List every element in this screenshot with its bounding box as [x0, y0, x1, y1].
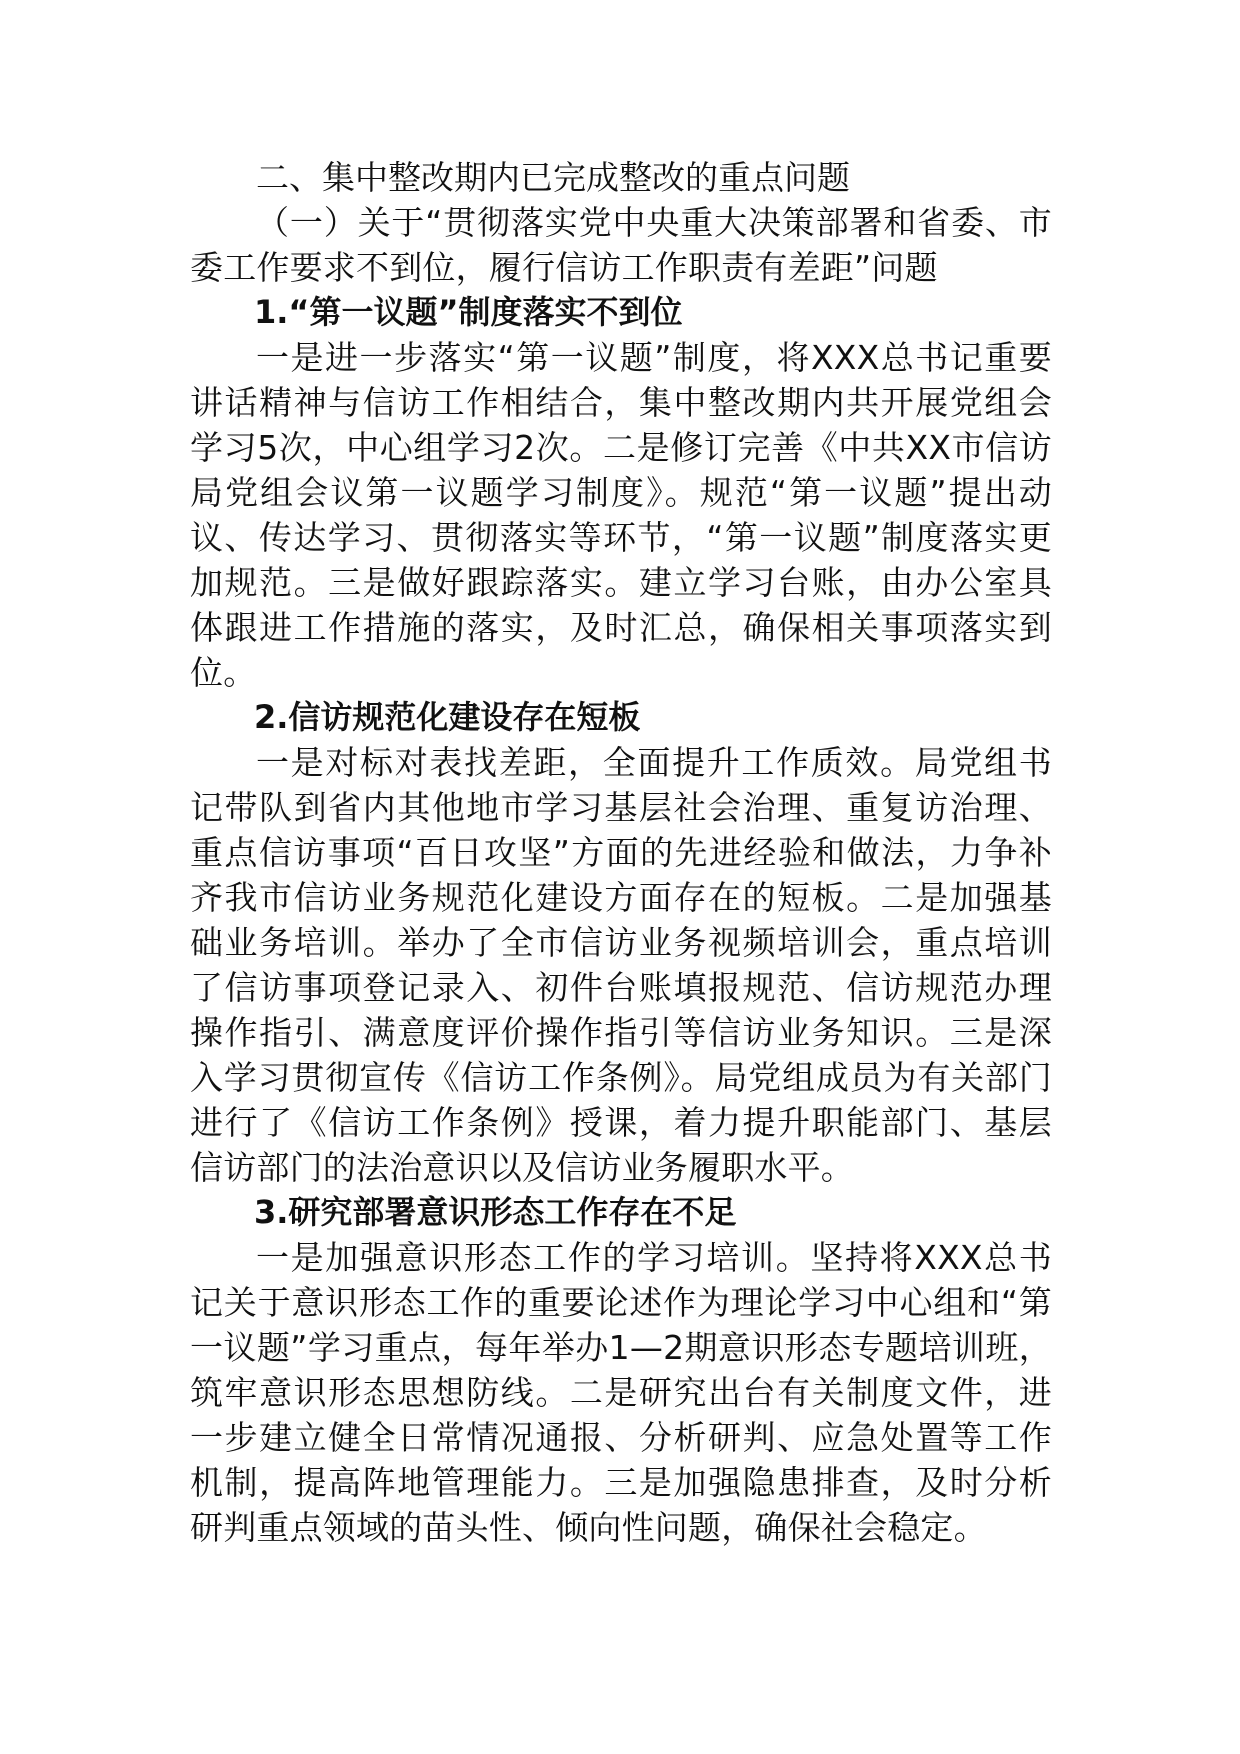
- document-page: [190, 155, 1052, 1550]
- item-2-heading: 2.信访规范化建设存在短板: [254, 698, 641, 736]
- item-3-heading: 3.研究部署意识形态工作存在不足: [254, 1193, 737, 1231]
- item-1-body: 一是进一步落实“第一议题”制度，将XXX总书记重要讲话精神与信访工作相结合，集中整改期内共开展党组会学习5次，中心组学习2次。二是修订完善《中共XX市信访局党组会议第一议题学习制度》。规范“第一议题”提出动议、传达学习、贯彻落实等环节，“第一议题”制度落实更加规范。三是做好跟踪落实。建立学习台账，由办公室具体跟进工作措施的落实，及时汇总，确保相关事项落实到位。: [190, 338, 1052, 692]
- item-2-body: 一是对标对表找差距，全面提升工作质效。局党组书记带队到省内其他地市学习基层社会治理、重复访治理、重点信访事项“百日攻坚”方面的先进经验和做法，力争补齐我市信访业务规范化建设方面存在的短板。二是加强基础业务培训。举办了全市信访业务视频培训会，重点培训了信访事项登记录入、初件台账填报规范、信访规范办理操作指引、满意度评价操作指引等信访业务知识。三是深入学习贯彻宣传《信访工作条例》。局党组成员为有关部门进行了《信访工作条例》授课，着力提升职能部门、基层信访部门的法治意识以及信访业务履职水平。: [190, 743, 1052, 1187]
- item-1-heading: 1.“第一议题”制度落实不到位: [254, 293, 683, 331]
- item-3-body: 一是加强意识形态工作的学习培训。坚持将XXX总书记关于意识形态工作的重要论述作为理论学习中心组和“第一议题”学习重点，每年举办1—2期意识形态专题培训班，筑牢意识形态思想防线。二是研究出台有关制度文件，进一步建立健全日常情况通报、分析研判、应急处置等工作机制，提高阵地管理能力。三是加强隐患排查，及时分析研判重点领域的苗头性、倾向性问题，确保社会稳定。: [190, 1238, 1052, 1547]
- section-heading: 二、集中整改期内已完成整改的重点问题: [256, 158, 850, 197]
- subsection-heading: （一）关于“贯彻落实党中央重大决策部署和省委、市委工作要求不到位，履行信访工作职责有差距”问题: [190, 203, 1052, 287]
